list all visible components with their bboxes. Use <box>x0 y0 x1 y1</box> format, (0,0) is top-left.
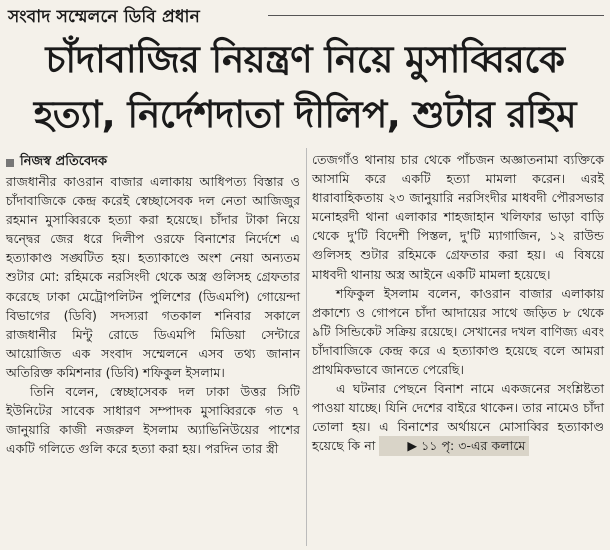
paragraph: রাজধানীর কাওরান বাজার এলাকায় আধিপত্য বিস্তার ও চাঁদাবাজিকে কেন্দ্র করেই স্বেচ্ছাসেবক দল নেতা আজিজুর রহমান মুসাব্বিরকে হত্যা করা হয়েছে। চাঁদার টাকা নিয়ে দ্বন্দ্বের জের ধরে দিলীপ ওরফে বিনাশের নির্দেশে এ হত্যাকাণ্ড সঙ্ঘটিত হয়। হত্যাকাণ্ডে অংশ নেয়া অন্যতম শুটার মো: রহিমকে নরসিংদী থেকে অস্ত্র গুলিসহ গ্রেফতার করেছে ঢাকা মেট্রোপলিটন পুলিশের (ডিএমপি) গোয়েন্দা বিভাগের (ডিবি) সদস্যরা গতকাল শনিবার সকালে রাজধানীর মিন্টু রোডে ডিএমপি মিডিয়া সেন্টারে আয়োজিত এক সংবাদ সম্মেলনে এসব তথ্য জানান অতিরিক্ত কমিশনার (ডিবি) শফিকুল ইসলাম। <box>6 174 300 380</box>
square-bullet-icon <box>6 159 14 167</box>
byline <box>6 152 107 173</box>
continued-on-page-link[interactable]: ▶ ১১ পৃ: ৩-এর কলামে <box>379 436 529 455</box>
byline-text: নিজস্ব প্রতিবেদক <box>20 154 108 169</box>
column-divider <box>306 148 307 546</box>
article-column-left <box>6 172 300 458</box>
kicker-label: সংবাদ সম্মেলনে ডিবি প্রধান <box>8 7 200 27</box>
headline <box>6 32 604 142</box>
article-column-right <box>312 150 604 456</box>
kicker-rule <box>268 15 604 16</box>
paragraph <box>312 379 604 455</box>
paragraph: তিনি বলেন, স্বেচ্ছাসেবক দল ঢাকা উত্তর সিটি ইউনিটের সাবেক সাধারণ সম্পাদক মুসাব্বিরকে গত ৭ জানুয়ারি কাজী নজরুল ইসলাম অ্যাভিনিউয়ের পাশের একটি গলিতে গুলি করে হত্যা করা হয়। পরদিন তার স্ত্রী <box>6 384 300 457</box>
headline-line-2: হত্যা, নির্দেশদাতা দীলিপ, শুটার রহিম <box>33 93 577 136</box>
headline-line-1: চাঁদাবাজির নিয়ন্ত্রণ নিয়ে মুসাব্বিরকে <box>45 38 565 81</box>
paragraph: শফিকুল ইসলাম বলেন, কাওরান বাজার এলাকায় প্রকাশ্যে ও গোপনে চাঁদা আদায়ের সাথে জড়িত ৮ থেকে ৯টি সিন্ডিকেট সক্রিয় রয়েছে। সেখানের দখল বাণিজ্য এবং চাঁদাবাজিকে কেন্দ্র করে এ হত্যাকাণ্ড হয়েছে বলে আমরা প্রাথমিকভাবে জানতে পেরেছি। <box>312 285 604 378</box>
paragraph: তেজগাঁও থানায় চার থেকে পাঁচজন অজ্ঞাতনামা ব্যক্তিকে আসামি করে একটি হত্যা মামলা করেন। এরই ধারাবাহিকতায় ২৩ জানুয়ারি নরসিংদীর মাধবদী পৌরসভার মনোহরদী থানা এলাকার শাহজাহান খলিফার ভাড়া বাড়ি থেকে দু'টি বিদেশী পিস্তল, দু'টি ম্যাগাজিন, ১২ রাউন্ড গুলিসহ শুটার রহিমকে গ্রেফতার করা হয়। এ বিষয়ে মাধবদী থানায় অস্ত্র আইনে একটি মামলা হয়েছে। <box>312 152 604 282</box>
paragraph-text: এ ঘটনার পেছনে বিনাশ নামে একজনের সংশ্লিষ্টতা পাওয়া যাচ্ছে। যিনি দেশের বাইরে থাকেন। তার নামেও চাঁদা তোলা হয়। এ বিনাশের অর্থায়নে মোসাব্বির হত্যাকাণ্ড হয়েছে কি না <box>312 381 604 454</box>
